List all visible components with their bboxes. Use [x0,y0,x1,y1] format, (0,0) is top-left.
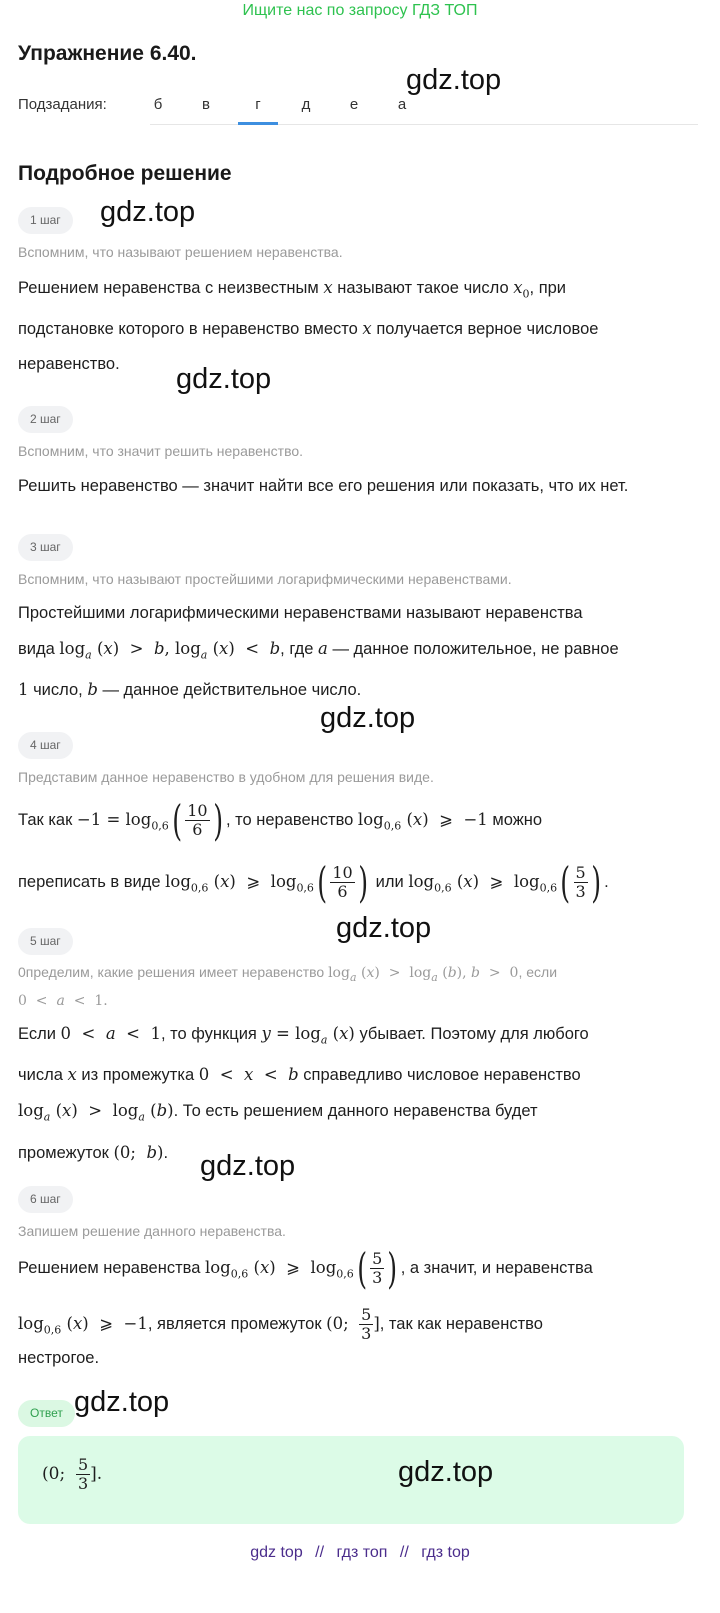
tab-e[interactable]: е [349,96,359,113]
step-6-text: Решением неравенства $\log_{0,6} (x)$ ⩾ $\log_{0,6}$( $\frac{5}{3}$ ) , а значит, и неравенства $\log_{0,6} (x)$ ⩾ −1, является промежуток (0; $\frac{5}{3}$ ], так как неравенство [18,1243,593,1344]
step-1-text: Решением неравенства с неизвестным x называют такое число $x_0$, при подстановке которого в неравенство вместо x получается верное числовое неравенство. [18,278,599,374]
step-6-hint: Запишем решение данного неравенства. [18,1223,286,1239]
section-title: Подробное решение [18,162,232,185]
footer-link-gdz-top-mixed[interactable]: гдз top [421,1544,470,1561]
footer-links [0,1544,720,1562]
watermark: gdz.top [406,64,502,96]
subtasks-label: Подзадания: [18,96,107,113]
step-1-hint: Вспомним, что называют решением неравенства. [18,244,343,260]
watermark: gdz.top [398,1456,494,1488]
watermark: gdz.top [176,363,272,395]
tab-a[interactable]: а [397,96,407,113]
step-4-text: Так как $-1 = \log_{0,6}$( $\frac{10}{6}$ ) , то неравенство $\log_{0,6} (x)$ ⩾ −1 можно переписать в виде $\log_{0,6} (x)$ ⩾ $\log_{0,6}$( $\frac{10}{6}$ ) или $\log_{0,6} (x)$ ⩾ $\log_{0,6}$( $\frac{5}{3}$ ) . [18,795,609,907]
step-1-badge: 1 шаг [18,207,73,234]
answer-badge: Ответ [18,1400,75,1427]
tabs-divider [150,124,698,125]
exercise-title: Упражнение 6.40. [18,42,197,65]
step-5-badge: 5 шаг [18,928,73,955]
watermark: gdz.top [336,912,432,944]
tab-b[interactable]: б [153,96,163,113]
tab-v[interactable]: в [202,96,210,113]
footer-separator: // [399,1544,409,1561]
watermark: gdz.top [100,196,196,228]
step-3-text: Простейшими логарифмическими неравенствами называют неравенства вида $\log_a (x) > b$, $\log_a (x) < b$, где a — данное положительное, не равное 1 число, b — данное действительное число. [18,604,619,700]
footer-link-gdz-top[interactable]: gdz top [250,1544,303,1561]
search-banner: Ищите нас по запросу ГДЗ ТОП [242,2,478,19]
step-4-badge: 4 шаг [18,732,73,759]
footer-separator: // [315,1544,325,1561]
step-6-text-end: нестрогое. [18,1349,100,1367]
step-2-text: Решить неравенство — значит найти все его решения или показать, что их нет. [18,477,629,495]
step-2-badge: 2 шаг [18,406,73,433]
active-tab-indicator [238,122,278,125]
step-5-hint: 0пределим, какие решения имеет неравенство $\log_a (x) > \log_a (b)$, b > 0, если 0 < a < 1. [18,964,558,1009]
watermark: gdz.top [74,1386,170,1418]
footer-link-gdz-top-ru[interactable]: гдз топ [336,1544,388,1561]
step-5-text: Если 0 < a < 1, то функция $y = \log_a (x)$ убывает. Поэтому для любого числа x из промежутка 0 < x < b справедливо числовое неравенство $\log_a (x) > \log_a (b)$. То есть решением данного неравенства будет промежуток (0; b). [18,1024,589,1162]
answer-value: (0; $\frac{5}{3}$ ]. [42,1455,103,1493]
step-6-badge: 6 шаг [18,1186,73,1213]
step-3-badge: 3 шаг [18,534,73,561]
watermark: gdz.top [320,702,416,734]
tab-g[interactable]: г [255,96,261,113]
tab-d[interactable]: д [301,96,311,113]
step-3-hint: Вспомним, что называют простейшими логарифмическими неравенствами. [18,571,512,587]
answer-box [18,1436,684,1524]
step-4-hint: Представим данное неравенство в удобном для решения виде. [18,769,434,785]
watermark: gdz.top [200,1150,296,1182]
step-2-hint: Вспомним, что значит решить неравенство. [18,443,304,459]
